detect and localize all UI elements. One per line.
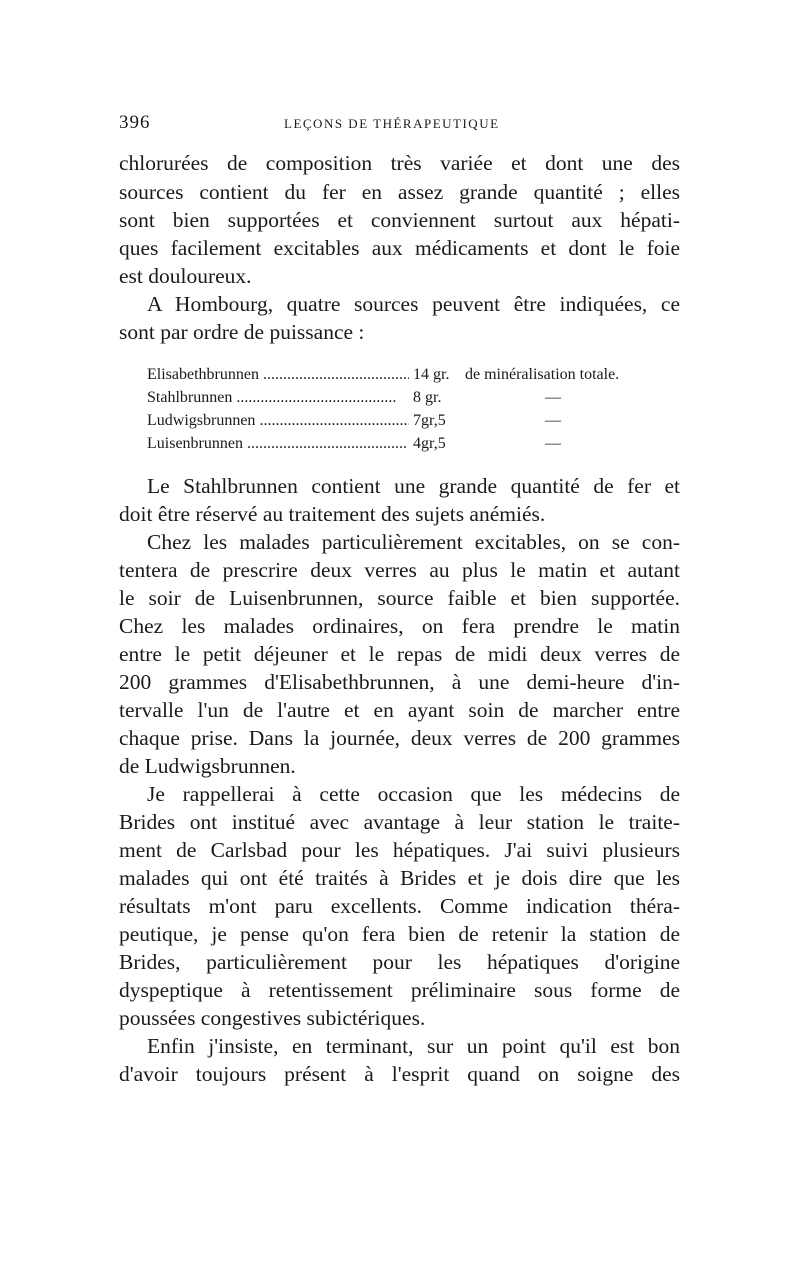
text-line: Enfin j'insiste, en terminant, sur un point qu'il est bon xyxy=(147,1034,680,1058)
text-line: est douloureux. xyxy=(119,264,252,288)
text-line: peutique, je pense qu'on fera bien de retenir la station de xyxy=(119,922,680,946)
text-line: poussées congestives subictériques. xyxy=(119,1006,426,1030)
text-line: Brides, particulièrement pour les hépatiques d'origine xyxy=(119,950,680,974)
text-line: Brides ont institué avec avantage à leur station le traite- xyxy=(119,810,680,834)
page-number: 396 xyxy=(119,112,151,133)
text-line: Je rappellerai à cette occasion que les médecins de xyxy=(147,782,680,806)
text-line: Chez les malades ordinaires, on fera prendre le matin xyxy=(119,614,680,638)
table-row xyxy=(147,412,667,434)
text-line: doit être réservé au traitement des sujets anémiés. xyxy=(119,502,546,526)
text-line: tentera de prescrire deux verres au plus le matin et autant xyxy=(119,558,680,582)
source-value: 8 gr. xyxy=(413,389,442,406)
text-line: le soir de Luisenbrunnen, source faible et bien supportée. xyxy=(119,586,680,610)
text-line: sont bien supportées et conviennent surtout aux hépati- xyxy=(119,208,680,232)
text-line: chaque prise. Dans la journée, deux verres de 200 grammes xyxy=(119,726,680,750)
text-line: entre le petit déjeuner et le repas de midi deux verres de xyxy=(119,642,680,666)
text-line: Le Stahlbrunnen contient une grande quantité de fer et xyxy=(147,474,680,498)
table-row xyxy=(147,366,667,388)
table-row xyxy=(147,435,667,457)
text-line: Chez les malades particulièrement excitables, on se con- xyxy=(147,530,680,554)
running-head xyxy=(119,112,681,142)
running-title: LEÇONS DE THÉRAPEUTIQUE xyxy=(284,116,500,131)
ditto-dash: — xyxy=(545,412,561,429)
text-line: sont par ordre de puissance : xyxy=(119,320,365,344)
text-line: sources contient du fer en assez grande quantité ; elles xyxy=(119,180,680,204)
text-line: dyspeptique à retentissement préliminaire sous forme de xyxy=(119,978,680,1002)
table-row xyxy=(147,389,667,411)
text-line: de Ludwigsbrunnen. xyxy=(119,754,296,778)
text-line: ques facilement excitables aux médicaments et dont le foie xyxy=(119,236,680,260)
source-name: Ludwigsbrunnen ..... xyxy=(147,412,409,430)
source-name: Luisenbrunnen ..... xyxy=(147,435,409,453)
source-note: de minéralisation totale. xyxy=(465,366,620,383)
source-value: 14 gr. xyxy=(413,366,450,383)
text-line: tervalle l'un de l'autre et en ayant soin de marcher entre xyxy=(119,698,680,722)
source-value: 4gr,5 xyxy=(413,435,446,452)
text-line: 200 grammes d'Elisabethbrunnen, à une demi-heure d'in- xyxy=(119,670,680,694)
text-line: chlorurées de composition très variée et dont une des xyxy=(119,151,680,175)
ditto-dash: — xyxy=(545,389,561,406)
ditto-dash: — xyxy=(545,435,561,452)
text-line: ment de Carlsbad pour les hépatiques. J'ai suivi plusieurs xyxy=(119,838,680,862)
source-value: 7gr,5 xyxy=(413,412,446,429)
text-line: résultats m'ont paru excellents. Comme indication théra- xyxy=(119,894,680,918)
text-line: d'avoir toujours présent à l'esprit quand on soigne des xyxy=(119,1062,680,1086)
source-name: Elisabethbrunnen ..... xyxy=(147,366,409,384)
source-name: Stahlbrunnen ..... xyxy=(147,389,409,407)
text-line: A Hombourg, quatre sources peuvent être indiquées, ce xyxy=(147,292,680,316)
text-line: malades qui ont été traités à Brides et je dois dire que les xyxy=(119,866,680,890)
